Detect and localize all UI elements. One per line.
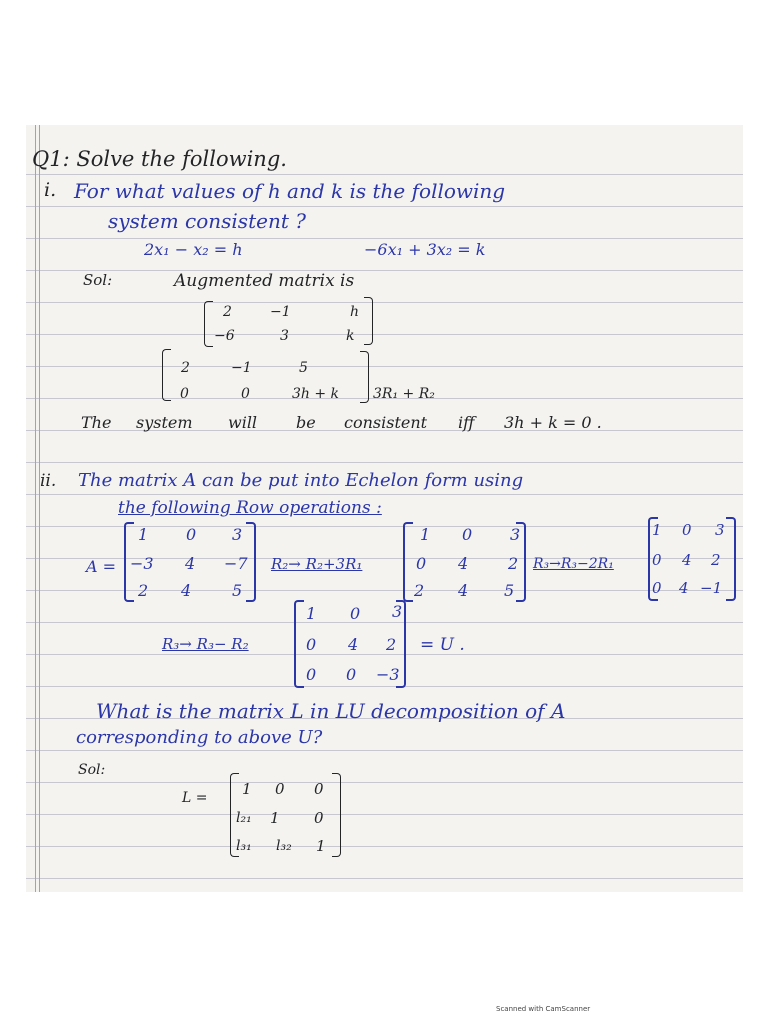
notebook-page [26,125,743,892]
matrix-2-cell: 4 [679,579,689,597]
matrix-2-cell: 0 [682,521,692,539]
equals-u: = U . [420,635,465,655]
aug-cell: 3 [280,328,289,344]
matrix-2-cell: 4 [682,551,692,569]
matrix-1-cell: 0 [416,554,427,573]
matrix-l-cell: 1 [242,780,252,798]
matrix-1-cell: 4 [458,554,469,573]
equation-2: −6x₁ + 3x₂ = k [364,240,486,259]
matrix-1-bracket-right [516,522,526,602]
matrix-u-cell: 0 [306,635,317,654]
matrix-2-cell: 2 [711,551,721,569]
matrix-l-cell: 0 [314,809,324,827]
conclusion-word: The [81,413,112,432]
margin-line-2 [39,125,40,892]
matrix-u-bracket-right [396,600,406,688]
equation-1: 2x₁ − x₂ = h [144,240,243,259]
matrix-2-cell: 0 [652,579,662,597]
matrix-2-cell: 0 [652,551,662,569]
part-i-question-line1: For what values of h and k is the following [74,179,506,203]
matrix-a-cell: −7 [224,554,248,573]
matrix-l-cell: l₃₂ [276,838,292,854]
matrix-l-cell: 1 [316,837,326,855]
matrix-a-cell: 4 [185,554,196,573]
aug-cell: −6 [214,328,235,344]
reduced-bracket-left [162,349,171,401]
matrix-1-bracket-left [403,522,413,602]
aug-bracket-left [204,301,213,347]
row-operation-label: 3R₁ + R₂ [373,386,435,402]
sol-label-1: Sol: [83,271,113,289]
matrix-a-cell: −3 [130,554,154,573]
aug-cell: k [346,328,355,344]
matrix-2-cell: 3 [715,521,725,539]
matrix-1-cell: 2 [414,581,425,600]
conclusion-word: iff [458,413,475,432]
matrix-a-cell: 2 [138,581,149,600]
matrix-u-cell: 4 [348,635,359,654]
matrix-u-cell: 3 [392,602,403,621]
matrix-l-cell: l₂₁ [236,810,252,826]
scanner-footer: Scanned with CamScanner [496,1005,591,1013]
matrix-u-cell: 1 [306,604,317,623]
matrix-l-label: L = [182,790,208,806]
conclusion-word: consistent [344,413,428,432]
part-i-label: i. [44,179,57,201]
matrix-u-cell: 0 [350,604,361,623]
conclusion-word: system [136,413,193,432]
matrix-u-cell: 0 [306,665,317,684]
part-ii-label: ii. [40,471,57,491]
conclusion-word: be [296,413,316,432]
matrix-1-cell: 1 [420,525,431,544]
matrix-u-cell: 2 [386,635,397,654]
matrix-u-cell: −3 [376,665,400,684]
matrix-l-cell: 0 [314,780,324,798]
matrix-u-cell: 0 [346,665,357,684]
aug-bracket-right [364,297,373,345]
row-op-3: R₃→ R₃− R₂ [162,635,249,653]
matrix-l-cell: 0 [275,780,285,798]
aug-cell: 2 [223,304,232,320]
matrix-a-cell: 0 [186,525,197,544]
part-ii-intro-line2: the following Row operations : [118,498,382,518]
row-op-2: R₃→R₃−2R₁ [533,556,614,572]
part-i-question-line2: system consistent ? [108,209,306,233]
reduced-cell: −1 [231,360,252,376]
conclusion-word: 3h + k = 0 . [504,413,602,432]
lu-question-line2: corresponding to above U? [76,727,323,748]
reduced-cell: 3h + k [292,386,340,402]
matrix-1-cell: 4 [458,581,469,600]
aug-cell: h [350,304,360,320]
matrix-a-label: A = [86,557,117,576]
reduced-cell: 0 [180,386,189,402]
row-op-1: R₂→ R₂+3R₁ [271,555,363,573]
matrix-1-cell: 3 [510,525,521,544]
part-ii-intro-line1: The matrix A can be put into Echelon form using [78,470,524,491]
reduced-cell: 0 [241,386,250,402]
reduced-cell: 5 [299,360,308,376]
reduced-bracket-right [360,351,369,403]
matrix-1-cell: 5 [504,581,515,600]
matrix-a-bracket-right [246,522,256,602]
matrix-a-cell: 4 [181,581,192,600]
matrix-a-cell: 3 [232,525,243,544]
conclusion-word: will [228,413,258,432]
matrix-l-bracket-right [332,773,341,857]
matrix-1-cell: 2 [508,554,519,573]
margin-line-1 [35,125,36,892]
matrix-2-bracket-right [726,517,736,601]
matrix-2-cell: −1 [700,579,723,597]
matrix-u-bracket-left [294,600,304,688]
reduced-cell: 2 [181,360,190,376]
matrix-l-cell: l₃₁ [236,838,252,854]
matrix-a-cell: 1 [138,525,149,544]
matrix-1-cell: 0 [462,525,473,544]
augmented-matrix-text: Augmented matrix is [174,271,355,291]
question-heading: Q1: Solve the following. [32,147,287,171]
matrix-l-cell: 1 [270,809,280,827]
aug-cell: −1 [270,304,291,320]
sol-label-2: Sol: [78,762,106,778]
matrix-2-cell: 1 [652,521,662,539]
matrix-a-cell: 5 [232,581,243,600]
lu-question-line1: What is the matrix L in LU decomposition of A [96,699,566,723]
